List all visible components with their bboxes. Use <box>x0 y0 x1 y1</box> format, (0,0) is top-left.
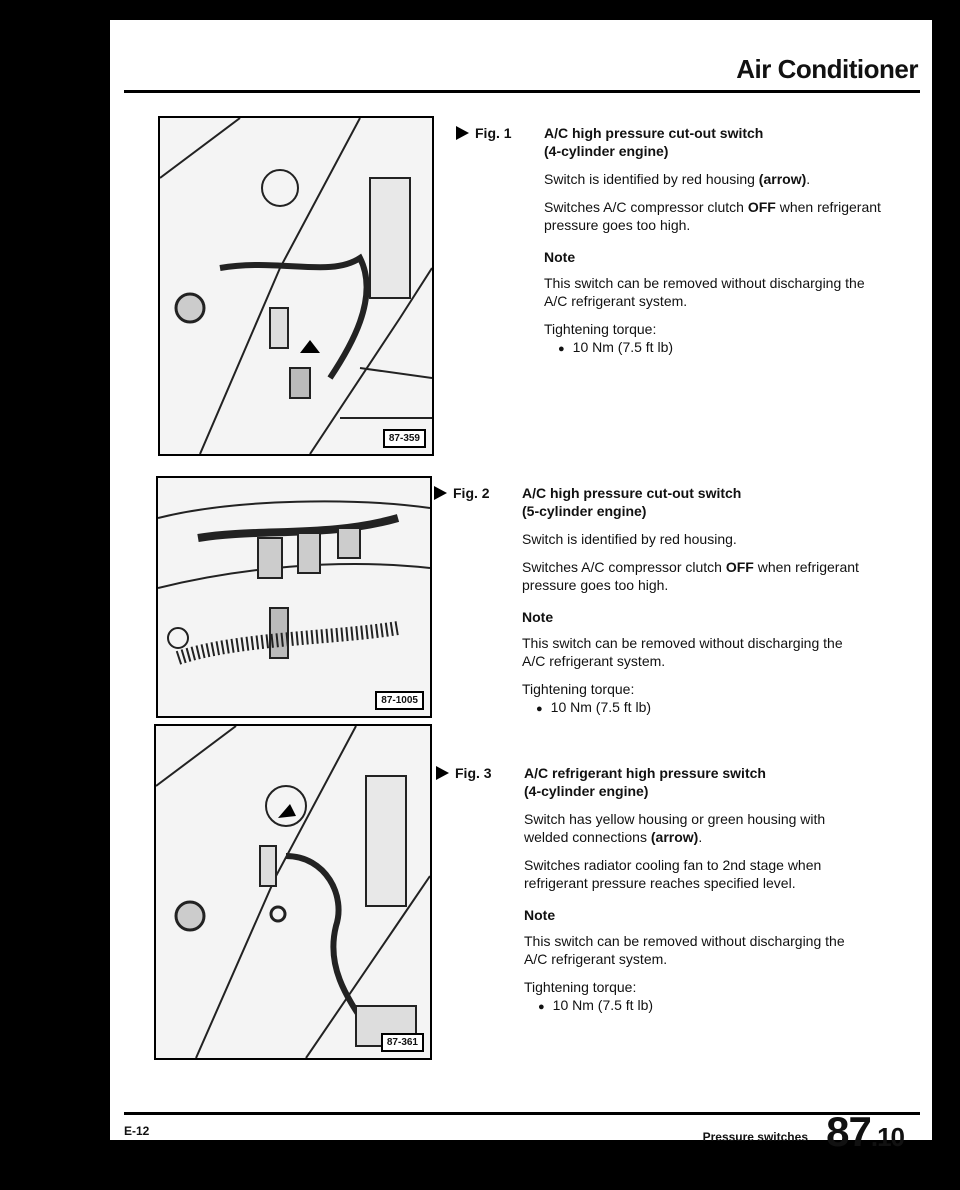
engine-bay-drawing-2 <box>158 478 430 716</box>
figure-3-torque-label: Tightening torque: <box>524 979 637 995</box>
engine-bay-drawing-3 <box>156 726 430 1058</box>
figure-2-note-text: This switch can be removed without discharging the A/C refrigerant system. <box>522 635 843 669</box>
figure-1-heading: A/C high pressure cut-out switch (4-cylinder engine) <box>544 125 764 159</box>
figure-1-note-text: This switch can be removed without discharging the A/C refrigerant system. <box>544 275 865 309</box>
figure-1-label: Fig. 1 <box>456 124 512 142</box>
figure-1-paragraph-2: Switches A/C compressor clutch OFF when refrigerant pressure goes too high. <box>544 199 881 233</box>
figure-3-id: 87-361 <box>381 1033 424 1052</box>
figure-1-paragraph-1: Switch is identified by red housing (arrow). <box>544 171 811 187</box>
pointer-arrow-icon <box>456 126 469 140</box>
figure-1-text <box>456 124 886 358</box>
header-rule <box>124 90 920 93</box>
figure-3-label: Fig. 3 <box>436 764 492 782</box>
figure-3-heading: A/C refrigerant high pressure switch (4-cylinder engine) <box>524 765 766 799</box>
figure-2-torque-value: ● 10 Nm (7.5 ft lb) <box>522 698 864 718</box>
figure-3-paragraph-2: Switches radiator cooling fan to 2nd stage when refrigerant pressure reaches specified level. <box>524 857 822 891</box>
figure-3-text <box>436 764 866 1016</box>
figure-3-note-text: This switch can be removed without discharging the A/C refrigerant system. <box>524 933 845 967</box>
figure-2-torque-label: Tightening torque: <box>522 681 635 697</box>
pointer-arrow-icon <box>436 766 449 780</box>
figure-2-label: Fig. 2 <box>434 484 490 502</box>
pointer-arrow-icon <box>434 486 447 500</box>
manual-page <box>110 20 932 1155</box>
figure-1-id: 87-359 <box>383 429 426 448</box>
page-title: Air Conditioner <box>736 54 918 84</box>
figure-3-note-heading: Note <box>524 907 556 923</box>
footer-rule <box>124 1112 920 1115</box>
figure-1-note-heading: Note <box>544 249 576 265</box>
figure-2-id: 87-1005 <box>375 691 424 710</box>
page-number: E-12 <box>124 1124 150 1138</box>
figure-2-illustration <box>156 476 432 718</box>
figure-2-paragraph-1: Switch is identified by red housing. <box>522 531 737 547</box>
figure-2-text <box>434 484 864 718</box>
figure-3-paragraph-1: Switch has yellow housing or green housing with welded connections (arrow). <box>524 811 826 845</box>
figure-3-torque-value: ● 10 Nm (7.5 ft lb) <box>524 996 866 1016</box>
figure-2-heading: A/C high pressure cut-out switch (5-cylinder engine) <box>522 485 742 519</box>
figure-2-note-heading: Note <box>522 609 554 625</box>
figure-2-paragraph-2: Switches A/C compressor clutch OFF when refrigerant pressure goes too high. <box>522 559 859 593</box>
figure-1-torque-label: Tightening torque: <box>544 321 657 337</box>
figure-3-illustration <box>154 724 432 1060</box>
footer-section-title: Pressure switches <box>702 1130 808 1144</box>
figure-1-torque-value: ● 10 Nm (7.5 ft lb) <box>544 338 886 358</box>
figure-1-illustration <box>158 116 434 456</box>
section-number: 87.10 <box>826 1108 904 1155</box>
engine-bay-drawing-1 <box>160 118 432 454</box>
